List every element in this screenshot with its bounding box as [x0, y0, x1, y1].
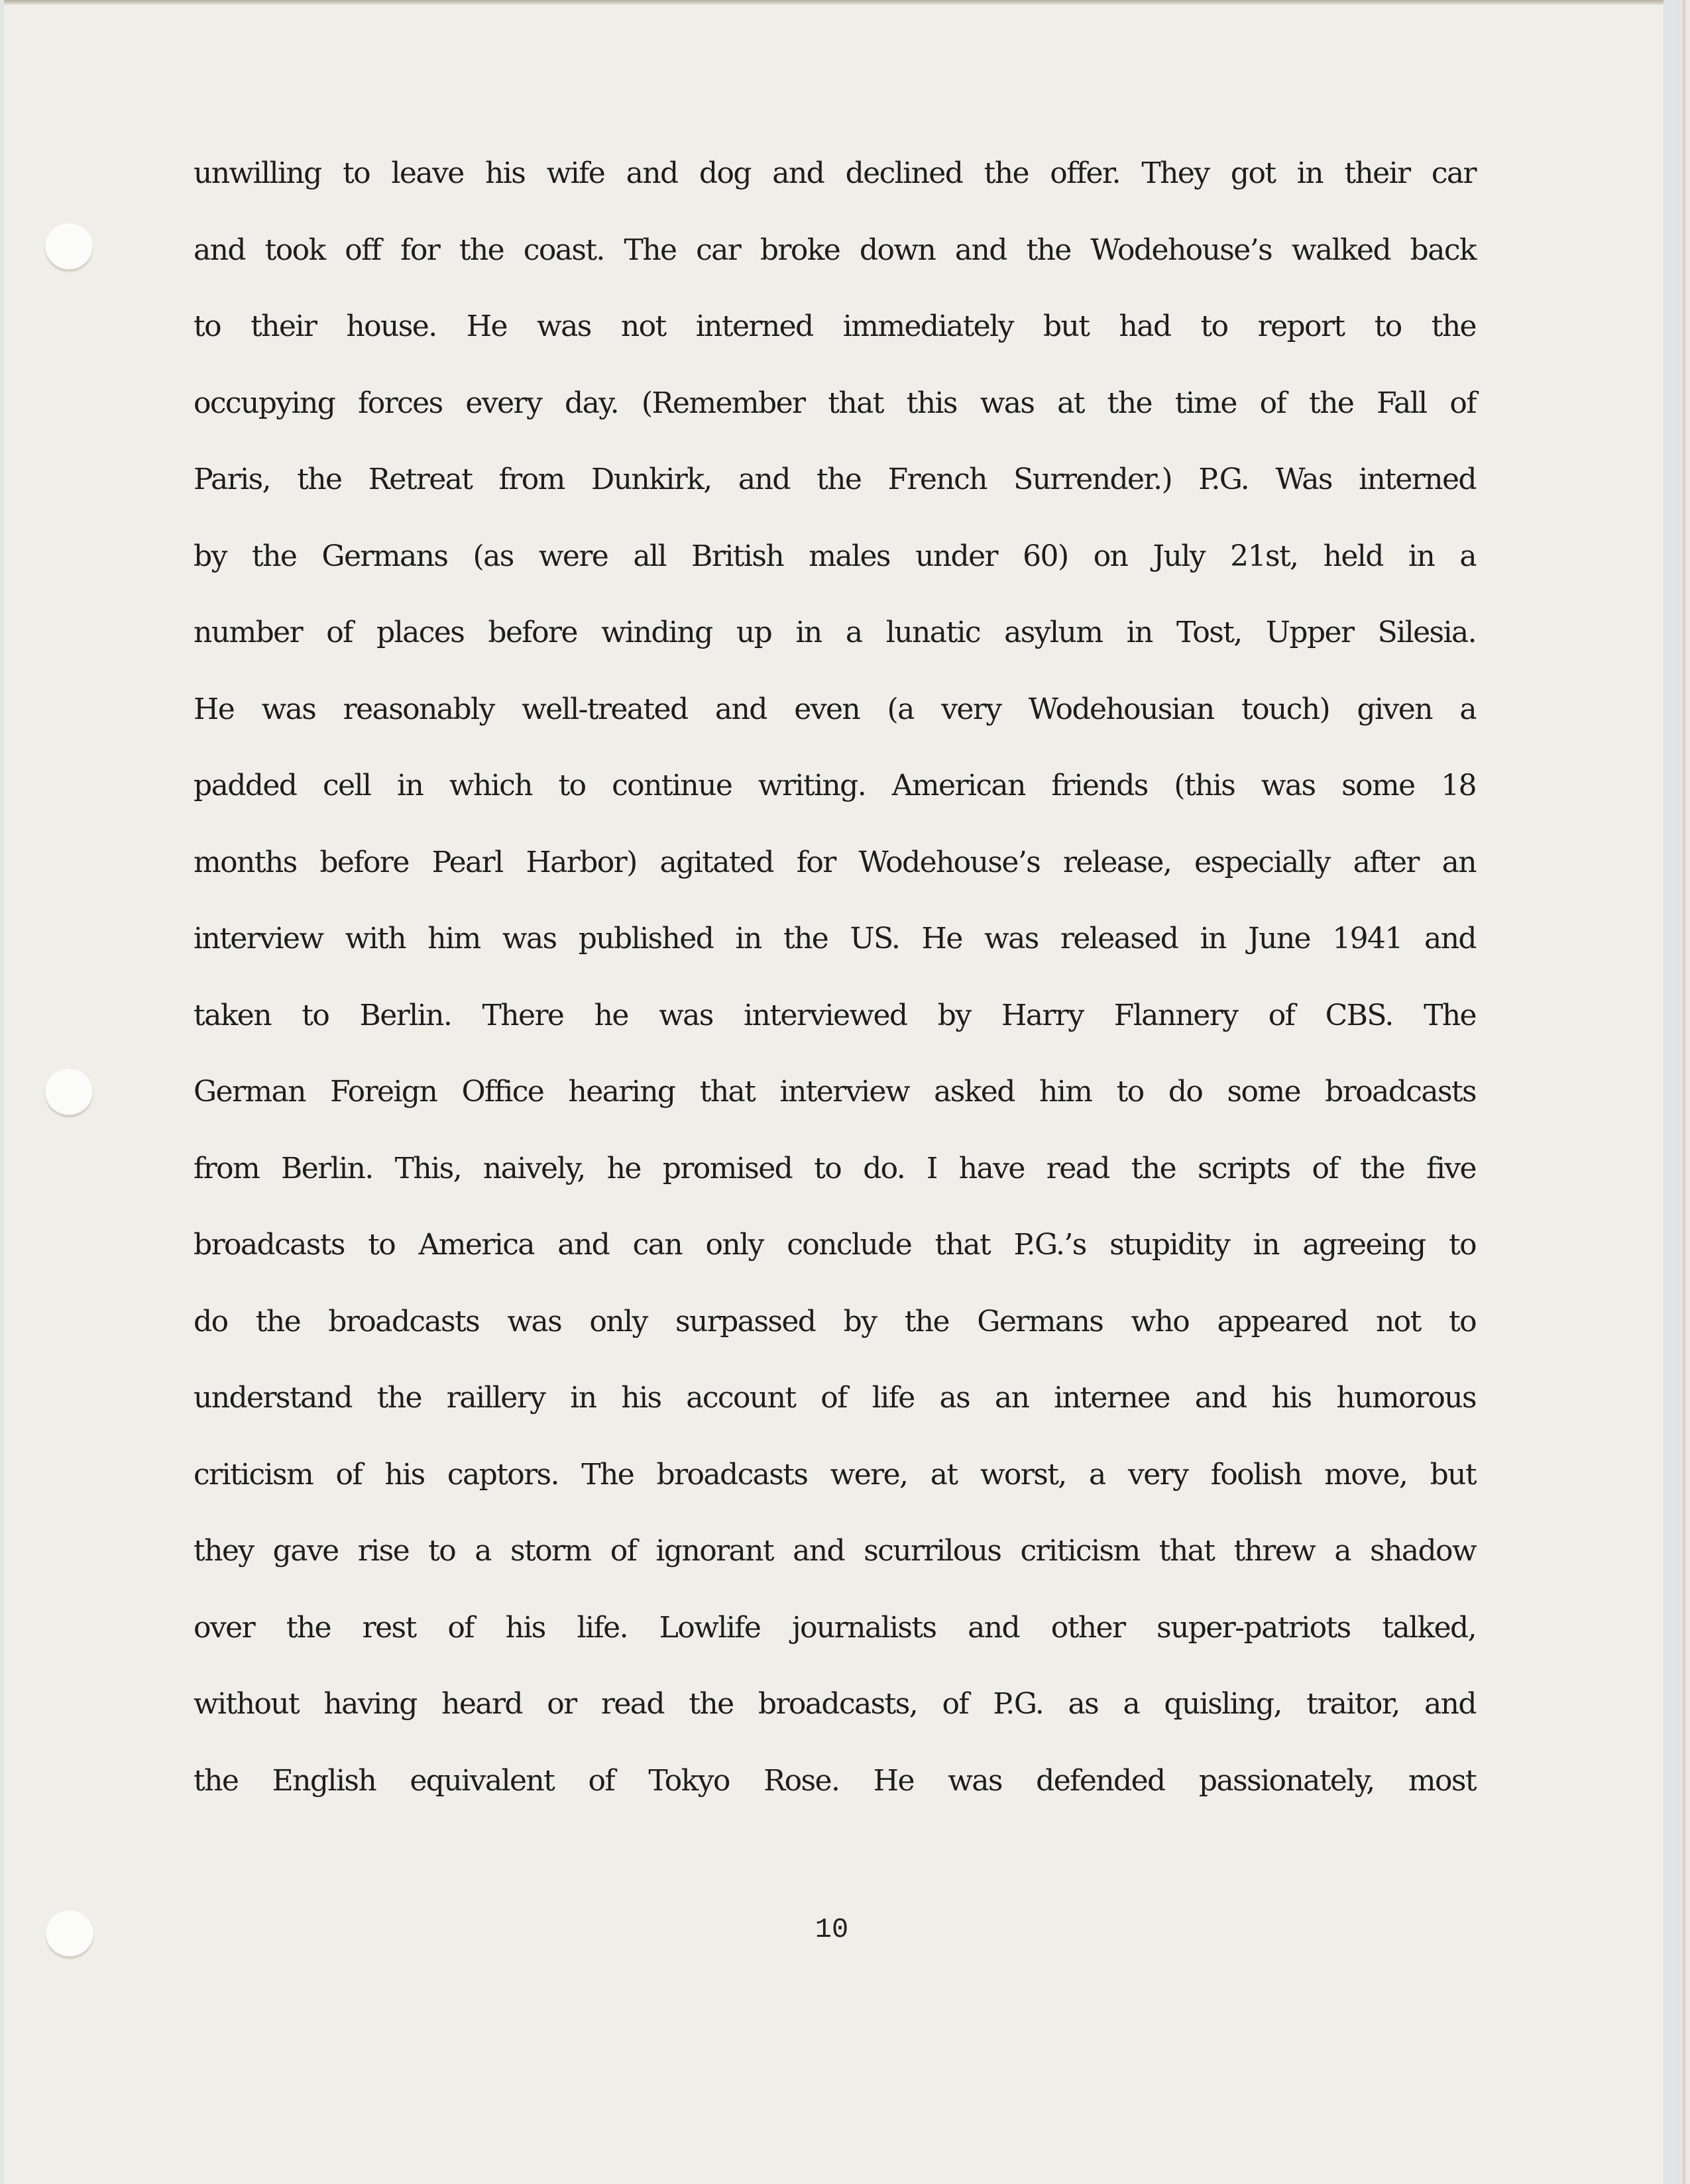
text-line: occupying forces every day. (Remember that this was at the time of the Fall of	[194, 386, 1476, 420]
page-left-edge	[0, 0, 4, 2184]
text-line: broadcasts to America and can only conclude that P.G.’s stupidity in agreeing to	[194, 1228, 1476, 1262]
text-line: unwilling to leave his wife and dog and declined the offer. They got in their car	[194, 156, 1476, 190]
punch-hole-bottom	[46, 1910, 93, 1957]
text-line: number of places before winding up in a lunatic asylum in Tost, Upper Silesia.	[194, 616, 1476, 649]
text-line: taken to Berlin. There he was interviewed by Harry Flannery of CBS. The	[194, 998, 1476, 1032]
text-line: they gave rise to a storm of ignorant and scurrilous criticism that threw a shadow	[194, 1534, 1476, 1568]
text-line: criticism of his captors. The broadcasts were, at worst, a very foolish move, but	[194, 1457, 1476, 1492]
text-line: from Berlin. This, naively, he promised to do. I have read the scripts of the five	[194, 1151, 1476, 1185]
text-line: to their house. He was not interned immediately but had to report to the	[194, 309, 1476, 343]
page-number: 10	[815, 1914, 849, 1945]
text-line: by the Germans (as were all British males under 60) on July 21st, held in a	[194, 539, 1476, 573]
body-text	[194, 154, 1476, 1837]
text-line: over the rest of his life. Lowlife journalists and other super-patriots talked,	[194, 1610, 1476, 1645]
text-line: Paris, the Retreat from Dunkirk, and the French Surrender.) P.G. Was interned	[194, 463, 1476, 496]
text-line: and took off for the coast. The car broke down and the Wodehouse’s walked back	[194, 233, 1476, 267]
punch-hole-middle	[45, 1069, 93, 1115]
text-line: German Foreign Office hearing that interview asked him to do some broadcasts	[194, 1075, 1476, 1109]
text-line: He was reasonably well-treated and even (a very Wodehousian touch) given a	[194, 692, 1476, 726]
text-line: without having heard or read the broadcasts, of P.G. as a quisling, traitor, and	[194, 1687, 1476, 1721]
text-line: padded cell in which to continue writing. American friends (this was some 18	[194, 769, 1476, 802]
text-line: understand the raillery in his account of life as an internee and his humorous	[194, 1381, 1476, 1415]
text-line: do the broadcasts was only surpassed by the Germans who appeared not to	[194, 1304, 1476, 1338]
page-top-edge	[0, 0, 1677, 5]
text-line: months before Pearl Harbor) agitated for Wodehouse’s release, especially after an	[194, 845, 1476, 879]
page-right-edge	[1663, 0, 1690, 2184]
punch-hole-top	[45, 223, 93, 270]
text-line: interview with him was published in the US. He was released in June 1941 and	[194, 922, 1476, 956]
text-line: the English equivalent of Tokyo Rose. He was defended passionately, most	[194, 1763, 1476, 1798]
